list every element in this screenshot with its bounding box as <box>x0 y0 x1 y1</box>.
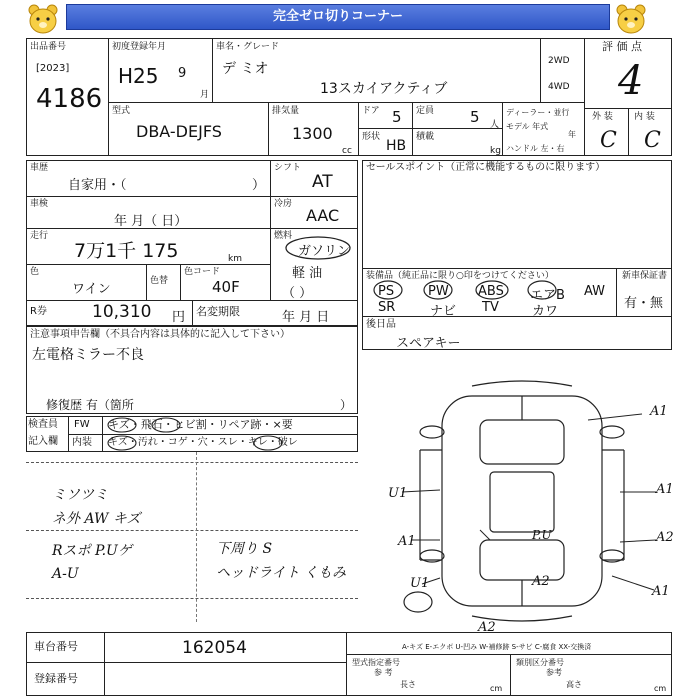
rating-label: 評 価 点 <box>602 40 642 53</box>
lot-year: [2023] <box>36 63 70 74</box>
fuel-label: 燃料 <box>274 231 293 241</box>
displacement-value: 1300 <box>292 124 333 143</box>
shape-label: 形状 <box>362 132 381 142</box>
mark-a2-right: A2 <box>656 530 674 545</box>
bottom-cm-2: cm <box>654 684 667 693</box>
mascot-bear-left-icon <box>26 4 60 34</box>
mark-a1-bottom-right: A1 <box>652 584 670 599</box>
car-name: デ ミオ <box>222 61 269 77</box>
notes-text: 左電格ミラー不良 <box>32 347 144 363</box>
equipment-pw: PW <box>428 284 449 299</box>
recycle-fee-label: R券 <box>30 306 47 317</box>
dealer-handle: ハンドル 左・右 <box>506 144 565 153</box>
registration-month: 9 <box>178 66 187 81</box>
mark-a1-top-right: A1 <box>650 404 668 419</box>
sales-label: セールスポイント（正常に機能するものに限ります） <box>366 162 606 173</box>
recycle-fee-unit: 円 <box>172 310 186 325</box>
shape-value: HB <box>386 138 407 154</box>
equipment-sr: SR <box>378 300 396 315</box>
recycle-fee-value: 10,310 <box>92 302 152 322</box>
car-damage-diagram <box>380 380 680 635</box>
shift-value: AT <box>312 172 333 192</box>
checks-label1: 検査員 <box>28 419 58 430</box>
history-close: ） <box>252 178 266 193</box>
load-label: 積載 <box>416 132 435 142</box>
displacement-label: 排気量 <box>272 106 300 116</box>
rating-score: 4 <box>618 58 644 104</box>
checks-circles <box>100 416 300 452</box>
notes-label: 注意事項申告欄（不具合内容は具体的に記入して下さい） <box>30 329 290 340</box>
checks-fw: FW <box>74 419 90 430</box>
equipment-aw: AW <box>584 284 606 299</box>
mark-u1-bottom-left: U1 <box>410 576 430 591</box>
mark-a2-bottom: A2 <box>532 574 550 589</box>
lot-label: 出品番号 <box>30 42 67 52</box>
later-value: スペアキー <box>396 336 461 351</box>
checks-int: 内装 <box>72 437 92 448</box>
capacity-label: 定員 <box>416 106 435 116</box>
inspection-label: 車検 <box>30 199 49 209</box>
color-value: ワイン <box>72 282 111 297</box>
bottom-model-label: 型式指定番号 <box>352 658 400 667</box>
name-change-label: 名変期限 <box>196 305 240 318</box>
handwritten-line-4: A-U <box>52 566 79 582</box>
equipment-ps: PS <box>378 284 395 299</box>
mark-a2-rear: A2 <box>478 620 496 635</box>
handwritten-line-2: ネ外 AW キズ <box>52 511 141 527</box>
model-label: 型式 <box>112 106 131 116</box>
registration-label: 初度登録年月 <box>112 42 167 52</box>
capacity-value: 5 <box>470 108 480 126</box>
dealer-label: ディーラー・並行 <box>506 108 570 117</box>
checks-fw-items: キズ・飛石・ヒビ割・リペア跡・×要 <box>108 418 293 431</box>
fuel-paren: （ ） <box>282 286 313 301</box>
recycle-value: 有・無 <box>624 296 664 311</box>
bottom-cm-1: cm <box>490 684 503 693</box>
rating-ext-label: 外 装 <box>592 112 613 122</box>
rating-int-label: 内 装 <box>634 112 655 122</box>
banner-title: 完全ゼロ切りコーナー <box>66 4 610 30</box>
car-name-label: 車名・グレード <box>216 42 280 52</box>
rating-int: C <box>644 128 661 153</box>
checks-label2: 記入欄 <box>28 436 58 447</box>
equipment-label: 装備品（純正品に限り○印をつけてください） <box>366 271 554 281</box>
history-label: 車歴 <box>30 163 49 173</box>
shift-label: シフト <box>274 163 302 173</box>
damage-legend: A-キズ E-エクボ U-凹み W-補修跡 S-サビ C-腐食 XX-交換済 <box>402 643 592 651</box>
ac-value: AAC <box>306 206 340 225</box>
bottom-height: 高さ <box>566 680 582 689</box>
mascot-bear-right-icon <box>614 4 648 34</box>
mileage-unit: km <box>228 254 242 264</box>
car-grade: 13スカイアクティブ <box>320 81 448 97</box>
name-change-value: 年 月 日 <box>282 310 330 325</box>
mark-u1-left: U1 <box>388 486 408 501</box>
fuel-diesel: 軽 油 <box>292 266 323 281</box>
capacity-unit: 人 <box>490 120 500 130</box>
notes-repair-close: ） <box>340 398 353 412</box>
bottom-ref: 参 考 <box>374 668 393 677</box>
color-code-label: 色コード <box>184 267 221 277</box>
color-swap-label: 色替 <box>150 276 169 286</box>
bottom-ref2: 参考 <box>546 668 562 677</box>
recycle-label: 新車保証書 <box>622 271 668 281</box>
chassis-label: 車台番号 <box>34 640 78 653</box>
later-label: 後日品 <box>366 319 396 330</box>
handwritten-right-1: 下周り S <box>216 541 273 557</box>
color-code: 40F <box>212 278 240 296</box>
lot-number: 4186 <box>36 84 103 114</box>
mark-a1-right: A1 <box>656 482 674 497</box>
notes-repair: 修復歴 有（箇所 <box>46 398 134 412</box>
bottom-class-label: 類別区分番号 <box>516 658 564 667</box>
handwritten-right-2: ヘッドライト くもみ <box>216 565 347 581</box>
load-unit: kg <box>490 146 501 156</box>
mark-pu: P.U <box>532 528 552 542</box>
bottom-size: 長さ <box>400 680 416 689</box>
handwritten-line-1: ミソツミ <box>52 487 108 503</box>
registration-month-unit: 月 <box>200 90 210 100</box>
chassis-number: 162054 <box>182 638 247 658</box>
equipment-airbag: エアB <box>530 288 565 303</box>
mileage-value: 7万1千 175 <box>74 240 179 262</box>
equipment-tv: TV <box>482 300 499 315</box>
reg-no-label: 登録番号 <box>34 672 78 685</box>
displacement-unit: cc <box>342 146 352 156</box>
mark-a1-left: A1 <box>398 534 416 549</box>
history-value: 自家用・（ <box>68 178 127 193</box>
doors-value: 5 <box>392 108 402 126</box>
handwritten-line-3: Rスポ P.Uゲ <box>52 543 132 559</box>
equipment-circles <box>362 276 562 304</box>
fuel-selected-circle <box>284 234 356 262</box>
drive-2wd: 2WD <box>548 56 570 66</box>
doors-label: ドア <box>362 106 380 116</box>
color-label: 色 <box>30 267 40 277</box>
inspection-value: 年 月（ 日） <box>114 214 188 229</box>
dealer-model-year: モデル 年式 <box>506 122 549 131</box>
ac-label: 冷房 <box>274 199 293 209</box>
equipment-abs: ABS <box>478 284 504 299</box>
drive-4wd: 4WD <box>548 82 570 92</box>
model-code: DBA-DEJFS <box>136 122 222 141</box>
equipment-leather: カワ <box>532 304 559 319</box>
mileage-label: 走行 <box>30 231 49 241</box>
equipment-navi: ナビ <box>430 304 457 319</box>
checks-int-items: キズ・汚れ・コゲ・穴・スレ・キレ・破レ <box>108 437 298 448</box>
registration-era-year: H25 <box>118 64 159 88</box>
dealer-year-unit: 年 <box>568 130 576 139</box>
rating-ext: C <box>600 128 617 153</box>
sales-frame <box>362 160 672 350</box>
fuel-gas: ガソリン <box>298 244 351 259</box>
